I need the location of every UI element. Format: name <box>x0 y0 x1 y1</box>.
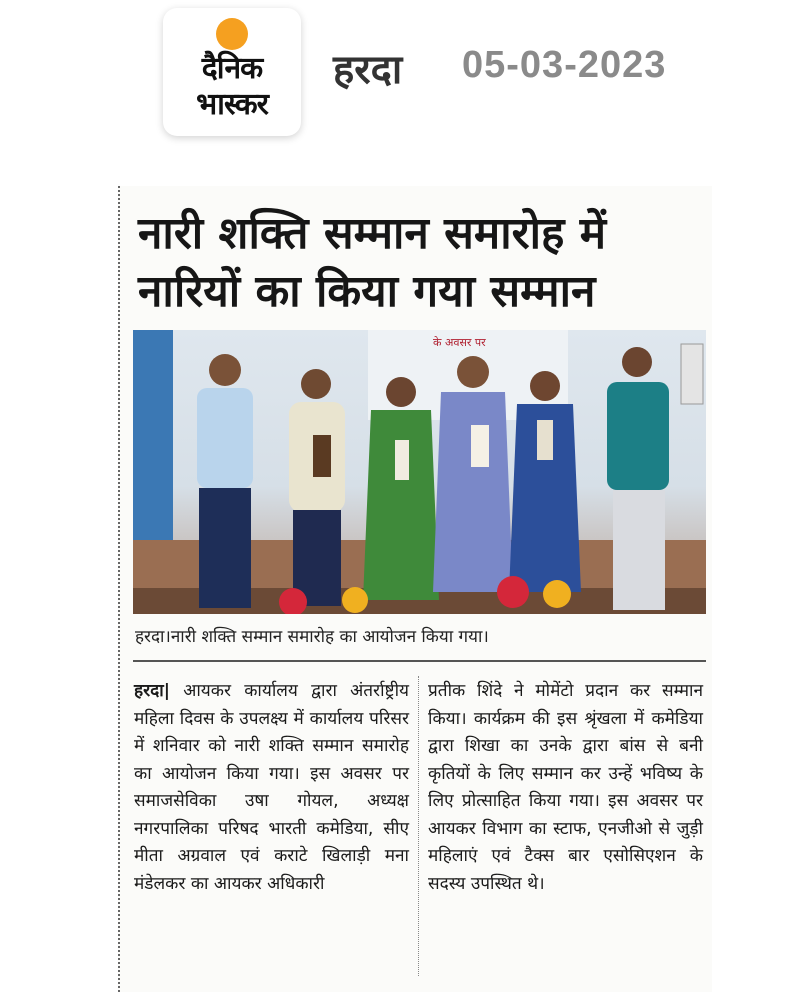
clipping-border <box>118 186 120 992</box>
headline-line-1: नारी शक्ति सम्मान समारोह में <box>138 208 607 259</box>
event-photo-illustration <box>133 330 706 614</box>
column-1-text: आयकर कार्यालय द्वारा अंतर्राष्ट्रीय महिला दिवस के उपलक्ष्य में कार्यालय परिसर में शनिवार को नारी शक्ति सम्मान समारोह का आयोजन किया गया। इस अवसर पर समाजसेविका उषा गोयल, अध्यक्ष नगरपालिका परिषद भारती कमेडिया, सीए मीता अग्रवाल एवं कराटे खिलाड़ी मना मंडेलकर का आयकर अधिकारी <box>134 681 409 894</box>
edition-place: हरदा <box>333 47 403 93</box>
sun-icon <box>216 18 248 50</box>
dateline: हरदा| <box>134 681 171 701</box>
banner-text: के अवसर पर <box>433 336 486 349</box>
dainik-bhaskar-logo <box>163 8 301 136</box>
column-2-text: प्रतीक शिंदे ने मोमेंटो प्रदान कर सम्मान किया। कार्यक्रम की इस श्रृंखला में कमेडिया द्वारा शिखा का उनके द्वारा बांस से बनी कृतियों के लिए सम्मान कर उन्हें भविष्य के लिए प्रोत्साहित किया गया। इस अवसर पर आयकर विभाग का स्टाफ, एनजीओ से जुड़ी महिलाएं एवं टैक्स बार एसोसिएशन के सदस्य उपस्थित थे। <box>428 681 703 894</box>
article-column-2 <box>428 678 703 898</box>
event-photo <box>133 330 706 614</box>
column-divider <box>418 676 419 976</box>
headline <box>138 205 698 321</box>
logo-line-2: भास्कर <box>196 87 268 122</box>
edition-date: 05-03-2023 <box>462 44 667 86</box>
caption-divider <box>133 660 706 662</box>
article-column-1 <box>134 678 409 898</box>
photo-caption: हरदा।नारी शक्ति सम्मान समारोह का आयोजन किया गया। <box>135 627 489 647</box>
headline-line-2: नारियों का किया गया सम्मान <box>138 266 596 317</box>
logo-line-1: दैनिक <box>201 51 263 86</box>
